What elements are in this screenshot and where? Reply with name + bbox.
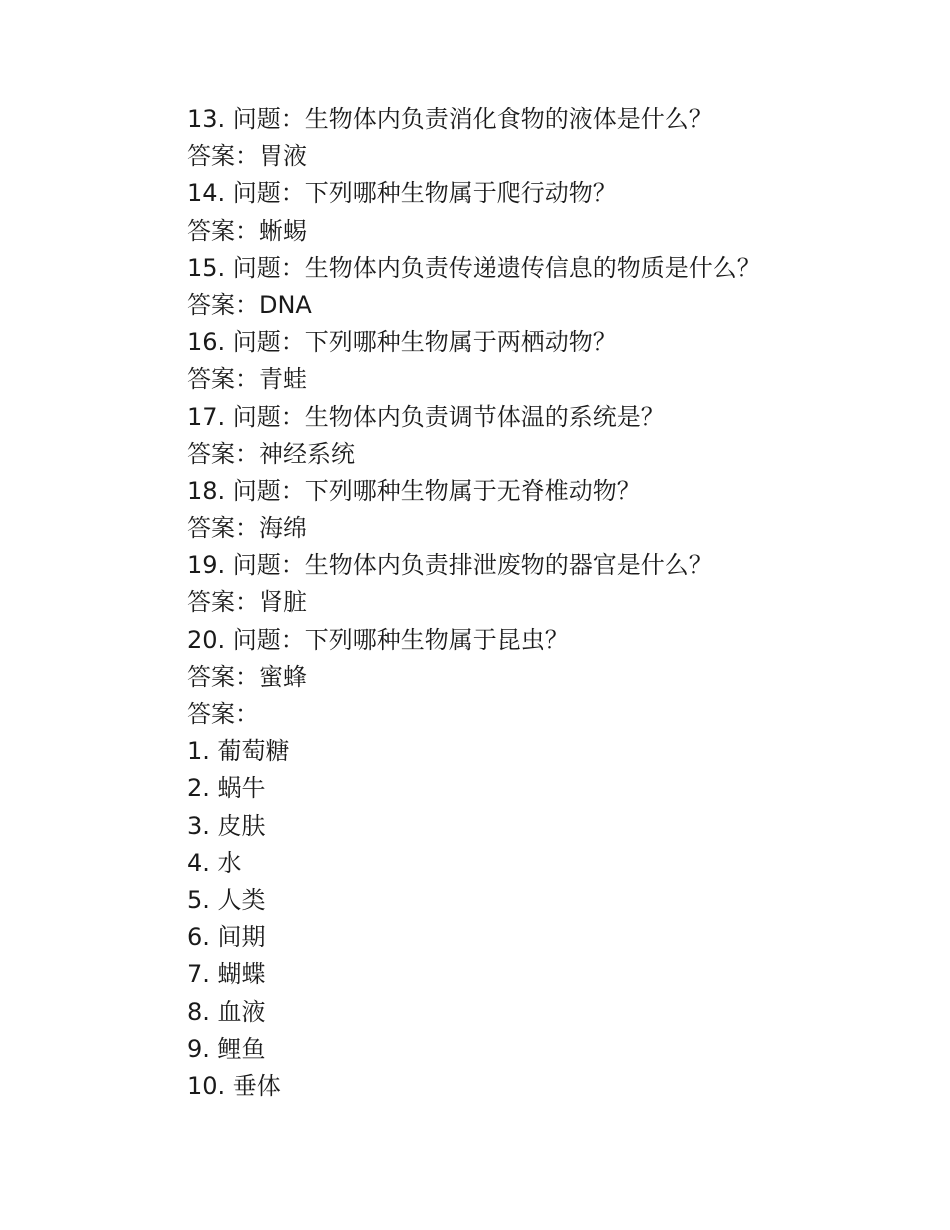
answer-key-item: 6. 间期	[187, 923, 266, 952]
answer-line: 答案：DNA	[187, 290, 312, 319]
answer-line: 答案：海绵	[187, 514, 307, 543]
question-line: 14. 问题：下列哪种生物属于爬行动物？	[187, 179, 617, 208]
answer-key-item: 2. 蜗牛	[187, 774, 266, 803]
answer-key-section	[187, 696, 887, 1105]
question-line: 17. 问题：生物体内负责调节体温的系统是？	[187, 402, 665, 431]
answer-key-item: 7. 蝴蝶	[187, 960, 266, 989]
document-page	[187, 101, 887, 1105]
question-line: 16. 问题：下列哪种生物属于两栖动物？	[187, 328, 617, 357]
answer-line: 答案：蜜蜂	[187, 662, 307, 691]
question-line: 20. 问题：下列哪种生物属于昆虫？	[187, 625, 569, 654]
answer-key-item: 4. 水	[187, 848, 242, 877]
question-line: 15. 问题：生物体内负责传递遗传信息的物质是什么？	[187, 253, 761, 282]
question-line: 13. 问题：生物体内负责消化食物的液体是什么？	[187, 105, 713, 133]
answer-key-item: 3. 皮肤	[187, 811, 266, 840]
question-line: 18. 问题：下列哪种生物属于无脊椎动物？	[187, 476, 641, 505]
answer-key-item: 1. 葡萄糖	[187, 737, 290, 766]
answer-key-item: 10. 垂体	[187, 1071, 281, 1100]
answer-line: 答案：青蛙	[187, 365, 307, 394]
answer-line: 答案：蜥蜴	[187, 216, 307, 245]
question-line: 19. 问题：生物体内负责排泄废物的器官是什么？	[187, 551, 713, 580]
answer-key-item: 8. 血液	[187, 997, 266, 1026]
answer-line: 答案：胃液	[187, 142, 307, 171]
answer-key-item: 9. 鲤鱼	[187, 1034, 266, 1063]
qa-section	[187, 101, 887, 696]
answer-key-heading: 答案：	[187, 700, 259, 728]
answer-key-item: 5. 人类	[187, 885, 266, 914]
answer-line: 答案：肾脏	[187, 588, 307, 617]
answer-line: 答案：神经系统	[187, 439, 355, 468]
